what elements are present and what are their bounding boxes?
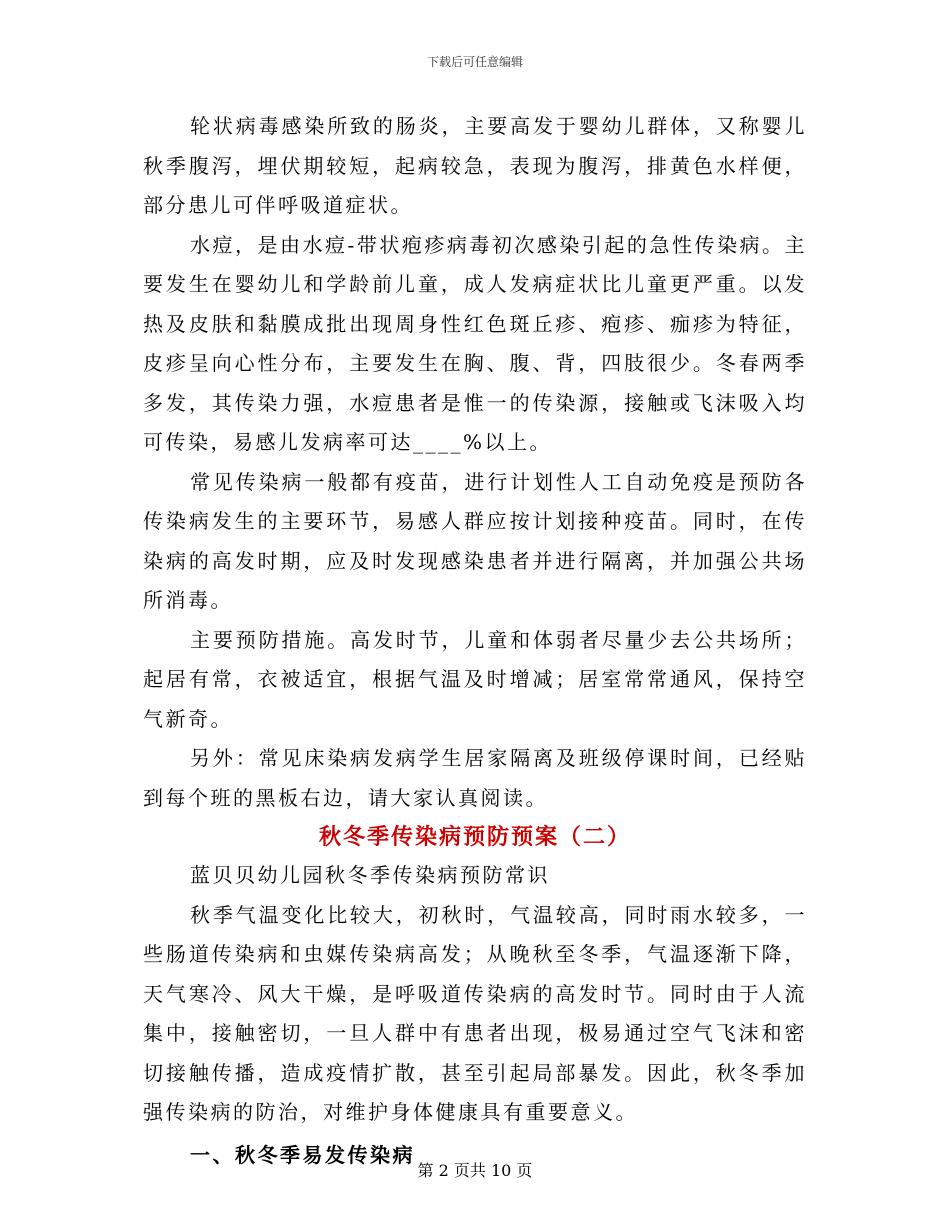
paragraph-chickenpox: 水痘，是由水痘-带状疱疹病毒初次感染引起的急性传染病。主要发生在婴幼儿和学龄前儿童，成人发病症状比儿童更严重。以发热及皮肤和黏膜成批出现周身性红色斑丘疹、疱疹、痂疹为特征，皮疹呈向心性分布，主要发生在胸、腹、背，四肢很少。冬春两季多发，其传染力强，水痘患者是惟一的传染源，接触或飞沫吸入均可传染，易感儿发病率可达____%以上。: [143, 232, 807, 454]
subheading-common-diseases: 一、秋冬季易发传染病: [190, 1142, 415, 1167]
paragraph-notice: 另外：常见床染病发病学生居家隔离及班级停课时间，已经贴到每个班的黑板右边，请大家认真阅读。: [143, 746, 807, 810]
section-title: 秋冬季传染病预防预案（二）: [318, 824, 631, 850]
paragraph-rotavirus: 轮状病毒感染所致的肠炎，主要高发于婴幼儿群体，又称婴儿秋季腹泻，埋伏期较短，起病较急，表现为腹泻，排黄色水样便，部分患儿可伴呼吸道症状。: [143, 114, 807, 217]
document-body: [143, 107, 807, 1175]
paragraph-kindergarten-title: 蓝贝贝幼儿园秋冬季传染病预防常识: [190, 863, 550, 887]
paragraph-autumn-winter: 秋季气温变化比较大，初秋时，气温较高，同时雨水较多，一些肠道传染病和虫媒传染病高发；从晚秋至冬季，气温逐渐下降，天气寒冷、风大干燥，是呼吸道传染病的高发时节。同时由于人流集中，接触密切，一旦人群中有患者出现，极易通过空气飞沫和密切接触传播，造成疫情扩散，甚至引起局部暴发。因此，秋冬季加强传染病的防治，对维护身体健康具有重要意义。: [143, 902, 807, 1124]
page-number: 第 2 页共 10 页: [417, 1161, 533, 1180]
page-header-note: 下载后可任意编辑: [426, 55, 523, 69]
paragraph-prevention-measures: 主要预防措施。高发时节，儿童和体弱者尽量少去公共场所；起居有常，衣被适宜，根据气温及时增减；居室常常通风，保持空气新奇。: [143, 627, 807, 731]
paragraph-vaccines: 常见传染病一般都有疫苗，进行计划性人工自动免疫是预防各传染病发生的主要环节，易感人群应按计划接种疫苗。同时，在传染病的高发时期，应及时发现感染患者并进行隔离，并加强公共场所消毒。: [143, 469, 807, 612]
